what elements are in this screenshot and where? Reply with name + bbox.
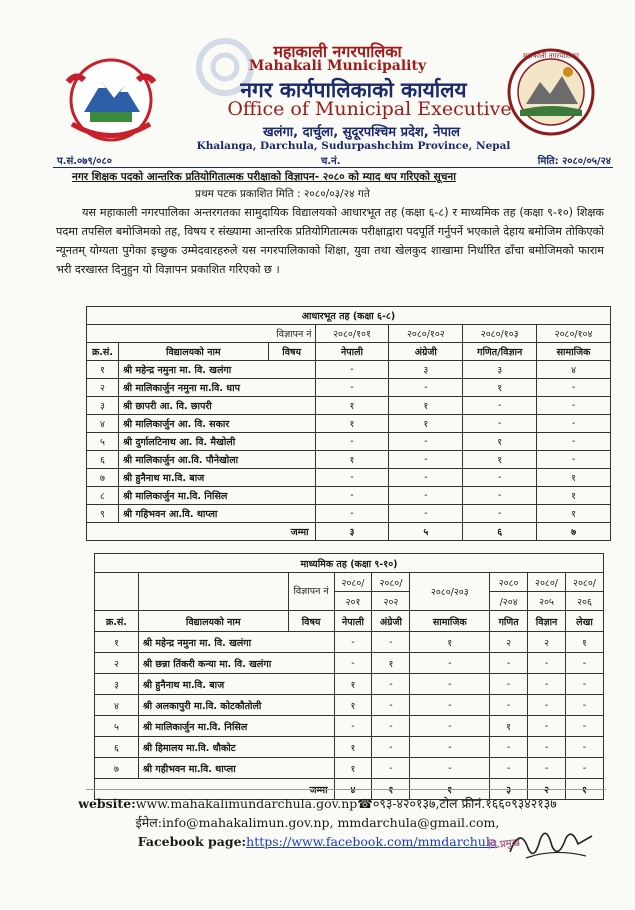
basic-row-count: - bbox=[537, 379, 611, 397]
basic-total: ७ bbox=[537, 523, 611, 541]
basic-table-row bbox=[87, 397, 611, 415]
secondary-row-count: १ bbox=[334, 695, 372, 716]
secondary-sn-header: क्र.सं. bbox=[95, 611, 139, 632]
secondary-row-count: - bbox=[528, 674, 566, 695]
basic-ad-number: २०८०/१०१ bbox=[315, 325, 389, 343]
website-link[interactable]: www.mahakalimundarchula.gov.np bbox=[135, 796, 358, 811]
basic-row-count: - bbox=[315, 487, 389, 505]
secondary-row-count: - bbox=[410, 653, 490, 674]
secondary-ad-number-suffix: २०२ bbox=[372, 592, 410, 611]
secondary-ad-number-suffix: २०५ bbox=[528, 592, 566, 611]
facebook-label: Facebook page: bbox=[137, 834, 247, 849]
secondary-ad-number-suffix: २०१ bbox=[334, 592, 372, 611]
secondary-subject: अंग्रेजी bbox=[372, 611, 410, 632]
secondary-total: १ bbox=[566, 779, 604, 800]
secondary-row-count: - bbox=[372, 737, 410, 758]
facebook-link[interactable]: https://www.facebook.com/mmdarchula bbox=[246, 834, 498, 849]
secondary-row-count: - bbox=[490, 695, 528, 716]
basic-row-sn: ८ bbox=[87, 487, 119, 505]
address-english: Khalanga, Darchula, Sudurpashchim Province, Nepal bbox=[196, 140, 511, 152]
basic-row-sn: १ bbox=[87, 361, 119, 379]
basic-row-count: १ bbox=[537, 469, 611, 487]
basic-row-count: - bbox=[315, 469, 389, 487]
secondary-row-school: श्री गहीभवन मा.वि. थाप्ला bbox=[138, 758, 334, 779]
secondary-row-school: श्री हिमालय मा.वि. धौकोट bbox=[138, 737, 334, 758]
basic-row-sn: ४ bbox=[87, 415, 119, 433]
municipality-name-english: Mahakali Municipality bbox=[248, 58, 427, 74]
basic-row-count: - bbox=[463, 505, 537, 523]
secondary-table-row bbox=[95, 737, 604, 758]
basic-table-row bbox=[87, 415, 611, 433]
basic-row-count: - bbox=[537, 433, 611, 451]
secondary-ad-number: २०८०/२०३ bbox=[410, 573, 490, 611]
secondary-row-count: - bbox=[372, 716, 410, 737]
basic-row-count: - bbox=[537, 451, 611, 469]
secondary-school-header: विद्यालयको नाम bbox=[138, 611, 288, 632]
secondary-row-count: - bbox=[410, 716, 490, 737]
basic-row-count: १ bbox=[389, 397, 463, 415]
secondary-row-sn: ७ bbox=[95, 758, 139, 779]
basic-row-count: - bbox=[389, 487, 463, 505]
address-nepali: खलंगा, दार्चुला, सुदूरपश्चिम प्रदेश, नेपाल bbox=[263, 125, 460, 140]
secondary-table-row bbox=[95, 695, 604, 716]
basic-row-count: १ bbox=[315, 397, 389, 415]
basic-subject: अंग्रेजी bbox=[389, 343, 463, 361]
basic-table-row bbox=[87, 433, 611, 451]
secondary-total: १ bbox=[410, 779, 490, 800]
secondary-total: ४ bbox=[334, 779, 372, 800]
secondary-ad-number: २०८०/ bbox=[566, 573, 604, 592]
secondary-row-count: १ bbox=[334, 758, 372, 779]
basic-row-school: श्री मालिकार्जुन आ.वि. पौनेखोला bbox=[118, 451, 315, 469]
secondary-row-count: - bbox=[528, 737, 566, 758]
basic-row-count: १ bbox=[463, 379, 537, 397]
basic-row-count: - bbox=[389, 505, 463, 523]
basic-row-sn: ६ bbox=[87, 451, 119, 469]
basic-table-caption: आधारभूत तह (कक्षा ६-८) bbox=[87, 307, 611, 325]
secondary-row-school: श्री महेन्द्र नमुना मा. वि. खलंगा bbox=[138, 632, 334, 653]
secondary-row-sn: ५ bbox=[95, 716, 139, 737]
basic-subject: गणित/विज्ञान bbox=[463, 343, 537, 361]
secondary-total: ३ bbox=[490, 779, 528, 800]
secondary-row-school: श्री मालिकार्जुन मा.वि. निसिल bbox=[138, 716, 334, 737]
secondary-row-count: - bbox=[528, 653, 566, 674]
basic-row-sn: ७ bbox=[87, 469, 119, 487]
secondary-row-sn: ४ bbox=[95, 695, 139, 716]
email-label: ईमेल: bbox=[135, 815, 162, 830]
basic-row-count: १ bbox=[315, 451, 389, 469]
basic-subject-header: विषय bbox=[268, 343, 315, 361]
secondary-ad-number: २०८० bbox=[490, 573, 528, 592]
secondary-row-count: - bbox=[566, 695, 604, 716]
secondary-row-count: १ bbox=[334, 674, 372, 695]
secondary-row-sn: ३ bbox=[95, 674, 139, 695]
basic-row-count: १ bbox=[537, 487, 611, 505]
basic-row-count: - bbox=[315, 379, 389, 397]
phone-text: ☎०९३-४२०१३७,टोल फ्रीनं.१६६०९३४२१३७ bbox=[357, 796, 557, 811]
secondary-row-count: - bbox=[334, 716, 372, 737]
website-label: website: bbox=[78, 796, 136, 811]
basic-row-school: श्री छापरी आ. वि. छापरी bbox=[118, 397, 315, 415]
secondary-row-count: - bbox=[566, 653, 604, 674]
basic-row-count: - bbox=[463, 415, 537, 433]
basic-table-row bbox=[87, 379, 611, 397]
basic-table-row bbox=[87, 487, 611, 505]
notice-body-text: यस महाकाली नगरपालिका अन्तरगतका सामुदायिक विद्यालयको आधारभूत तह (कक्षा ६-८) र माध्यमिक तह (कक्षा ९-१०) शिक्षक पदमा तपसिल बमोजिमको तह, विषय र संख्यामा आन्तरिक प्रतियोगितात्मक परीक्षाद्वारा पदपूर्ति गर्नुपर्ने भएकाले देहाय बमोजिम तोकिएको न्यूनतम् योग्यता पुगेका इच्छुक उम्मेदवारहरुले यस नगरपालिकाको शिक्षा, युवा तथा खेलकुद शाखामा निर्धारित ढाँचा बमोजिमको फाराम भरी दरखास्त दिनुहुन यो विज्ञापन प्रकाशित गरिएको छ । bbox=[56, 206, 604, 276]
basic-row-count: १ bbox=[463, 451, 537, 469]
dispatch-number: च.नं. bbox=[321, 156, 341, 167]
basic-subject: सामाजिक bbox=[537, 343, 611, 361]
secondary-row-count: - bbox=[566, 674, 604, 695]
basic-level-table bbox=[86, 306, 611, 541]
secondary-row-count: १ bbox=[490, 716, 528, 737]
basic-subject: नेपाली bbox=[315, 343, 389, 361]
footer-divider bbox=[86, 789, 606, 790]
secondary-subject: सामाजिक bbox=[410, 611, 490, 632]
basic-row-count: १ bbox=[389, 415, 463, 433]
basic-row-count: - bbox=[463, 469, 537, 487]
secondary-row-count: - bbox=[410, 737, 490, 758]
basic-ad-number: २०८०/१०३ bbox=[463, 325, 537, 343]
basic-row-sn: २ bbox=[87, 379, 119, 397]
basic-total-label: जम्मा bbox=[87, 523, 316, 541]
basic-row-count: - bbox=[315, 433, 389, 451]
email-text[interactable]: info@mahakalimun.gov.np, mmdarchula@gmail.com, bbox=[161, 815, 500, 830]
secondary-row-sn: १ bbox=[95, 632, 139, 653]
notice-body bbox=[56, 203, 604, 279]
office-name-nepali: नगर कार्यपालिकाको कार्यालय bbox=[240, 78, 467, 102]
basic-row-count: - bbox=[463, 487, 537, 505]
municipality-name-nepali: महाकाली नगरपालिका bbox=[273, 42, 402, 61]
basic-school-header: विद्यालयको नाम bbox=[118, 343, 268, 361]
secondary-row-count: - bbox=[372, 632, 410, 653]
secondary-row-sn: ६ bbox=[95, 737, 139, 758]
secondary-row-count: - bbox=[528, 716, 566, 737]
secondary-total: १ bbox=[372, 779, 410, 800]
first-publish-date: प्रथम पटक प्रकाशित मिति : २०८०/०३/२४ गते bbox=[195, 188, 370, 200]
basic-row-school: श्री हुनैनाथ मा.वि. बाज bbox=[118, 469, 315, 487]
stamp-text: नि.प्रमुख bbox=[487, 837, 521, 852]
secondary-row-count: १ bbox=[566, 632, 604, 653]
secondary-table-row bbox=[95, 632, 604, 653]
secondary-row-count: - bbox=[490, 758, 528, 779]
basic-row-sn: ३ bbox=[87, 397, 119, 415]
basic-row-count: १ bbox=[315, 415, 389, 433]
basic-table-row bbox=[87, 361, 611, 379]
letter-date: मिति: २०८०/०५/२४ bbox=[537, 156, 611, 167]
secondary-row-count: - bbox=[528, 758, 566, 779]
basic-sn-header: क्र.सं. bbox=[87, 343, 119, 361]
secondary-row-count: - bbox=[528, 695, 566, 716]
basic-row-count: - bbox=[315, 361, 389, 379]
secondary-row-count: - bbox=[410, 758, 490, 779]
signature bbox=[506, 818, 596, 868]
secondary-row-school: श्री हुनैनाथ मा.वि. बाज bbox=[138, 674, 334, 695]
basic-row-count: ३ bbox=[463, 361, 537, 379]
secondary-total-label: जम्मा bbox=[95, 779, 335, 800]
secondary-row-count: - bbox=[490, 653, 528, 674]
basic-ad-number: २०८०/१०४ bbox=[537, 325, 611, 343]
secondary-level-table bbox=[94, 553, 604, 800]
basic-row-count: - bbox=[537, 397, 611, 415]
basic-row-school: श्री गहिभवन आ.वि. थाप्ला bbox=[118, 505, 315, 523]
secondary-row-count: १ bbox=[410, 632, 490, 653]
basic-row-count: - bbox=[389, 451, 463, 469]
secondary-row-count: - bbox=[372, 674, 410, 695]
secondary-ad-number: २०८०/ bbox=[372, 573, 410, 592]
secondary-table-row bbox=[95, 758, 604, 779]
basic-row-sn: ५ bbox=[87, 433, 119, 451]
basic-table-row bbox=[87, 469, 611, 487]
basic-row-count: - bbox=[389, 379, 463, 397]
secondary-row-count: - bbox=[372, 695, 410, 716]
secondary-row-count: - bbox=[334, 653, 372, 674]
secondary-ad-number-suffix: /२०४ bbox=[490, 592, 528, 611]
basic-row-count: १ bbox=[537, 505, 611, 523]
notice-subject: नगर शिक्षक पदको आन्तरिक प्रतियोगितात्मक परीक्षाको विज्ञापन- २०८० को म्याद थप गरिएको सूचना bbox=[72, 171, 456, 183]
secondary-row-count: - bbox=[490, 737, 528, 758]
secondary-row-count: - bbox=[566, 716, 604, 737]
basic-row-school: श्री मालिकार्जुन मा.वि. निसिल bbox=[118, 487, 315, 505]
secondary-row-count: १ bbox=[372, 653, 410, 674]
secondary-subject: गणित bbox=[490, 611, 528, 632]
secondary-row-count: - bbox=[410, 674, 490, 695]
secondary-row-count: - bbox=[490, 674, 528, 695]
secondary-row-school: श्री छन्ना तिंकरी कन्या मा. वि. खलंगा bbox=[138, 653, 334, 674]
basic-row-school: श्री महेन्द्र नमुना मा. वि. खलंगा bbox=[118, 361, 315, 379]
secondary-ad-number: २०८०/ bbox=[334, 573, 372, 592]
secondary-ad-number: २०८०/ bbox=[528, 573, 566, 592]
basic-row-count: - bbox=[389, 469, 463, 487]
secondary-table-row bbox=[95, 674, 604, 695]
basic-row-school: श्री मालिकार्जुन नमुना मा.वि. धाप bbox=[118, 379, 315, 397]
basic-ad-number: २०८०/१०२ bbox=[389, 325, 463, 343]
secondary-row-count: - bbox=[566, 737, 604, 758]
secondary-ad-number-suffix: २०६ bbox=[566, 592, 604, 611]
secondary-row-count: - bbox=[334, 632, 372, 653]
right-logo-ring-text: महाकाली नगरपालिका bbox=[523, 52, 579, 60]
secondary-row-school: श्री अलकापुरी मा.वि. कोटकौतोली bbox=[138, 695, 334, 716]
basic-total: ३ bbox=[315, 523, 389, 541]
basic-table-row bbox=[87, 451, 611, 469]
secondary-row-count: - bbox=[410, 695, 490, 716]
secondary-subject-header: विषय bbox=[288, 611, 334, 632]
secondary-table-caption: माध्यमिक तह (कक्षा ९-१०) bbox=[95, 554, 604, 573]
secondary-row-sn: २ bbox=[95, 653, 139, 674]
secondary-total: २ bbox=[528, 779, 566, 800]
secondary-subject: लेखा bbox=[566, 611, 604, 632]
basic-row-count: - bbox=[537, 415, 611, 433]
basic-table-row bbox=[87, 505, 611, 523]
basic-ad-label: विज्ञापन नं bbox=[87, 325, 316, 343]
basic-row-count: ३ bbox=[389, 361, 463, 379]
basic-row-sn: ९ bbox=[87, 505, 119, 523]
secondary-row-count: १ bbox=[334, 737, 372, 758]
ref-number: प.सं.०७९/०८० bbox=[57, 156, 112, 167]
secondary-subject: विज्ञान bbox=[528, 611, 566, 632]
basic-total: ५ bbox=[389, 523, 463, 541]
secondary-row-count: - bbox=[566, 758, 604, 779]
basic-row-count: १ bbox=[463, 433, 537, 451]
basic-row-school: श्री दुर्गालटिनाथ आ. वि. मैखोली bbox=[118, 433, 315, 451]
secondary-row-count: - bbox=[372, 758, 410, 779]
office-name-english: Office of Municipal Executive bbox=[227, 98, 512, 120]
reference-bar bbox=[53, 152, 613, 168]
basic-row-count: ४ bbox=[537, 361, 611, 379]
secondary-table-row bbox=[95, 716, 604, 737]
secondary-table-row bbox=[95, 653, 604, 674]
basic-total: ६ bbox=[463, 523, 537, 541]
basic-row-count: - bbox=[315, 505, 389, 523]
basic-row-count: - bbox=[463, 397, 537, 415]
secondary-row-count: २ bbox=[490, 632, 528, 653]
basic-row-school: श्री मालिकार्जुन आ. वि. सकार bbox=[118, 415, 315, 433]
footer-website-line bbox=[0, 795, 635, 812]
basic-row-count: - bbox=[389, 433, 463, 451]
secondary-subject: नेपाली bbox=[334, 611, 372, 632]
secondary-row-count: २ bbox=[528, 632, 566, 653]
secondary-ad-label: विज्ञापन नं bbox=[288, 573, 334, 611]
